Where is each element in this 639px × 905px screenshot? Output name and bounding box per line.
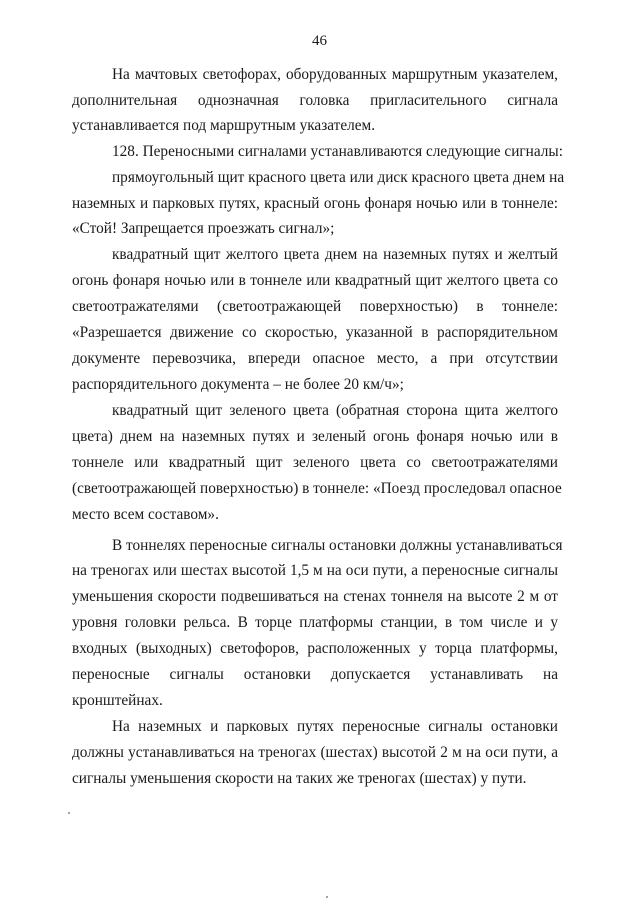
text-line: квадратный щит желтого цвета днем на наземных путях и желтый: [112, 246, 558, 263]
text-line: документе перевозчика, впереди опасное место, а при отсутствии: [72, 350, 558, 367]
text-line: квадратный щит зеленого цвета (обратная сторона щита желтого: [112, 402, 558, 419]
text-line: светоотражателями (светоотражающей поверхностью) в тоннеле:: [72, 298, 558, 315]
text-line: кронштейнах.: [72, 692, 163, 709]
scan-speck: [68, 812, 70, 814]
text-line: место всем составом».: [72, 506, 219, 523]
text-line: «Разрешается движение со скоростью, указанной в распорядительном: [72, 324, 558, 341]
text-line: переносные сигналы остановки допускается устанавливать на: [72, 666, 558, 683]
text-line: наземных и парковых путях, красный огонь фонаря ночью или в тоннеле:: [72, 195, 558, 212]
text-line: уменьшения скорости подвешиваться на стенах тоннеля на высоте 2 м от: [72, 588, 558, 605]
text-line: уровня головки рельса. В торце платформы станции, в том числе и у: [72, 614, 558, 631]
text-line: На наземных и парковых путях переносные сигналы остановки: [112, 718, 558, 735]
text-line: (светоотражающей поверхностью) в тоннеле: «Поезд проследовал опасное: [72, 480, 562, 497]
text-line: распорядительного документа – не более 20 км/ч»;: [72, 376, 404, 393]
text-line: тоннеле или квадратный щит зеленого цвета со светоотражателями: [72, 454, 558, 471]
text-line: огонь фонаря ночью или в тоннеле или квадратный щит желтого цвета со: [72, 272, 558, 289]
text-line: дополнительная однозначная головка пригласительного сигнала: [72, 92, 558, 109]
text-line: должны устанавливаться на треногах (шестах) высотой 2 м на оси пути, а: [72, 744, 558, 761]
text-line: цвета) днем на наземных путях и зеленый огонь фонаря ночью или в: [72, 428, 558, 445]
page-number: 46: [312, 33, 327, 49]
text-line: На мачтовых светофорах, оборудованных маршрутным указателем,: [112, 66, 558, 83]
text-line: «Стой! Запрещается проезжать сигнал»;: [72, 220, 335, 237]
text-line: В тоннелях переносные сигналы остановки должны устанавливаться: [112, 537, 563, 554]
text-line: устанавливается под маршрутным указателем.: [72, 117, 376, 134]
text-line: входных (выходных) светофоров, расположенных у торца платформы,: [72, 640, 558, 657]
text-line: прямоугольный щит красного цвета или диск красного цвета днем на: [112, 169, 565, 186]
text-line: 128. Переносными сигналами устанавливаются следующие сигналы:: [112, 143, 563, 160]
text-line: на треногах или шестах высотой 1,5 м на оси пути, а переносные сигналы: [72, 562, 558, 579]
scan-speck: [326, 896, 328, 898]
text-line: сигналы уменьшения скорости на таких же треногах (шестах) у пути.: [72, 770, 527, 787]
